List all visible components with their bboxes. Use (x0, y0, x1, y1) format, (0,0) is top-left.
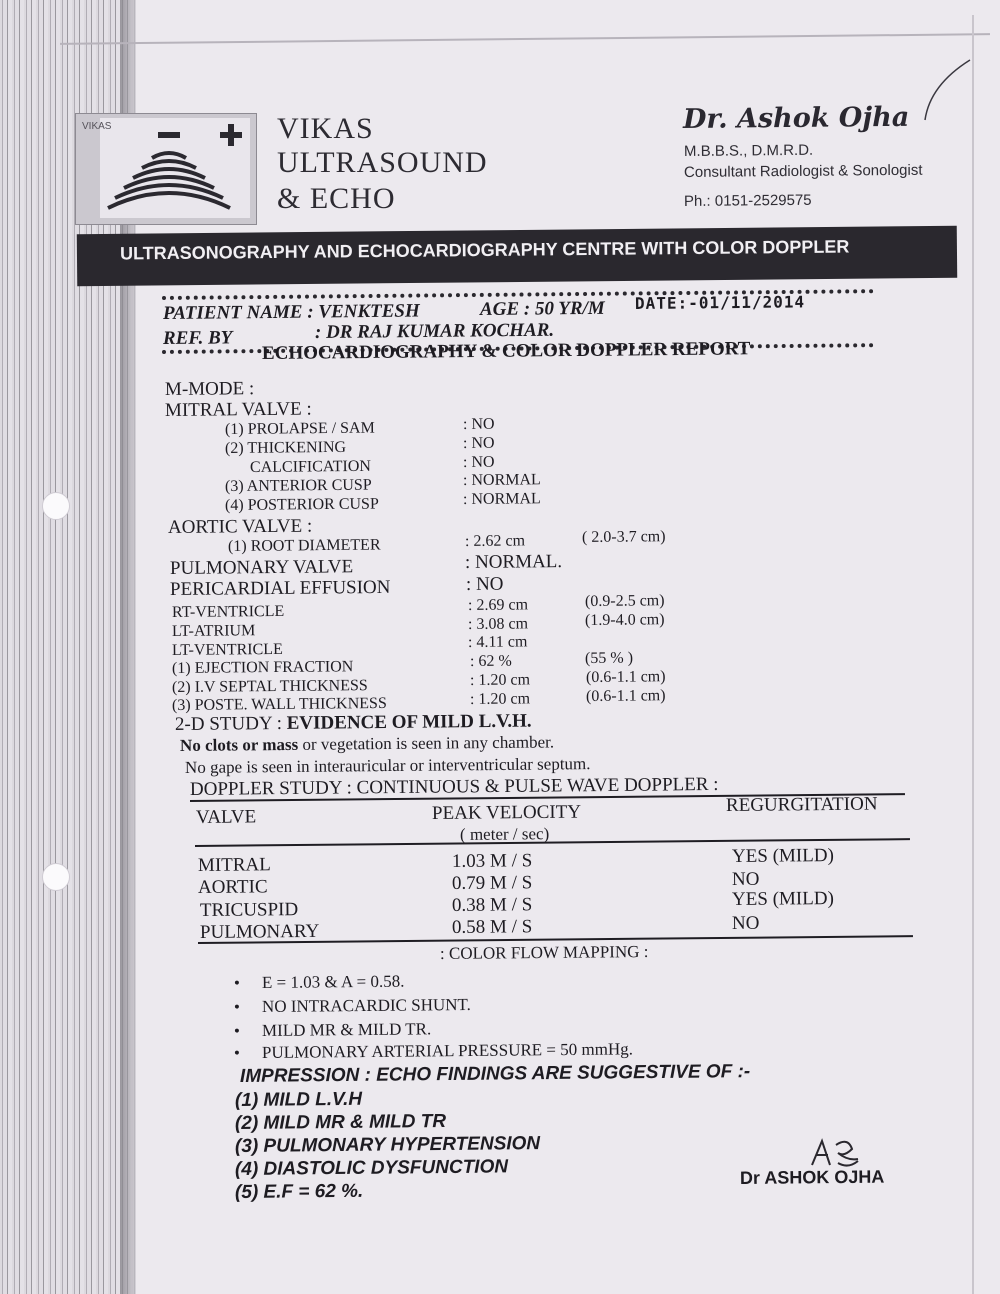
patient-age: AGE : 50 YR/M (479, 297, 605, 320)
study-2d-line-1 (180, 732, 554, 756)
color-flow-item: • NO INTRACARDIC SHUNT. (262, 995, 471, 1017)
impression-item: (5) E.F = 62 %. (234, 1180, 364, 1203)
pericardial-effusion-label: PERICARDIAL EFFUSION (169, 576, 391, 600)
color-flow-item: • E = 1.03 & A = 0.58. (262, 972, 405, 993)
doppler-regurgitation: NO (731, 912, 760, 934)
doppler-valve: AORTIC (197, 876, 268, 898)
ref-label: REF. BY (162, 327, 233, 349)
measurement-label: (3) POSTE. WALL THICKNESS (171, 694, 387, 714)
root-diameter-label: (1) ROOT DIAMETER (227, 536, 381, 555)
punch-hole-bottom (42, 863, 70, 891)
mitral-row-label: (3) ANTERIOR CUSP (224, 476, 372, 495)
page-top-edge (60, 33, 990, 45)
measurement-range: (55 % ) (584, 649, 634, 667)
doppler-valve: PULMONARY (199, 920, 320, 943)
doppler-regurgitation: NO (731, 868, 760, 890)
mitral-row-value: : NO (462, 434, 495, 452)
measurement-range: (0.6-1.1 cm) (585, 668, 666, 686)
col-header-valve: VALVE (195, 806, 257, 828)
mitral-row-value: : NORMAL (462, 490, 541, 508)
report-date: DATE:-01/11/2014 (634, 292, 806, 313)
measurement-range: (1.9-4.0 cm) (584, 611, 665, 629)
color-flow-item: • MILD MR & MILD TR. (262, 1019, 431, 1041)
mitral-row-value: : NO (462, 453, 495, 471)
root-diameter-range: ( 2.0-3.7 cm) (581, 528, 666, 546)
doppler-velocity: 0.38 M / S (451, 894, 533, 916)
study-2d-line-1-bold: No clots or mass (179, 734, 299, 755)
impression-heading: IMPRESSION : ECHO FINDINGS ARE SUGGESTIVE OF :- (239, 1061, 751, 1087)
color-flow-heading: : COLOR FLOW MAPPING : (439, 941, 649, 963)
logo-text: VIKAS (82, 121, 112, 132)
doppler-velocity: 0.58 M / S (451, 916, 533, 938)
mitral-row-value: : NORMAL (462, 471, 541, 489)
study-2d-label: 2-D STUDY : (174, 712, 287, 735)
doppler-valve: TRICUSPID (199, 899, 299, 921)
measurement-label: (1) EJECTION FRACTION (171, 658, 354, 677)
measurement-value: : 62 % (469, 652, 512, 670)
brand-line-2: ULTRASOUND (277, 146, 488, 179)
ultrasound-wave-icon (100, 118, 250, 218)
measurement-value: : 1.20 cm (469, 671, 531, 689)
measurement-range: (0.9-2.5 cm) (584, 592, 665, 610)
measurement-value: : 3.08 cm (467, 615, 529, 633)
mitral-row-label: CALCIFICATION (249, 457, 371, 476)
doppler-valve: MITRAL (197, 854, 271, 876)
mitral-row-label: (4) POSTERIOR CUSP (224, 495, 379, 514)
aortic-valve-heading: AORTIC VALVE : (167, 515, 313, 538)
study-2d-line-2: No gape is seen in interauricular or interventricular septum. (184, 754, 591, 777)
page-right-edge (972, 15, 974, 1294)
color-flow-item: • PULMONARY ARTERIAL PRESSURE = 50 mmHg. (262, 1039, 633, 1063)
impression-item: (1) MILD L.V.H (234, 1088, 363, 1111)
pen-mark (915, 55, 975, 125)
col-header-velocity: PEAK VELOCITY (431, 801, 582, 824)
report-title: ECHOCARDIOGRAPHY & COLOR DOPPLER REPORT (261, 338, 751, 364)
punch-hole-top (42, 492, 70, 520)
doppler-heading: DOPPLER STUDY : CONTINUOUS & PULSE WAVE DOPPLER : (189, 773, 719, 800)
impression-item: (4) DIASTOLIC DYSFUNCTION (234, 1156, 509, 1180)
doctor-name: Dr. Ashok Ojha (682, 101, 910, 135)
col-header-velocity-unit: ( meter / sec) (459, 824, 550, 844)
study-2d-line-1-rest: or vegetation is seen in any chamber. (298, 732, 555, 754)
root-diameter-value: : 2.62 cm (464, 532, 526, 550)
mmode-heading: M-MODE : (164, 378, 255, 400)
mitral-row-label: (2) THICKENING (224, 438, 347, 457)
ref-doctor: : DR RAJ KUMAR KOCHAR. (314, 319, 555, 343)
pulmonary-valve-value: : NORMAL. (464, 551, 563, 573)
col-header-regurgitation: REGURGITATION (725, 793, 878, 816)
measurement-value: : 1.20 cm (469, 690, 531, 708)
mitral-valve-heading: MITRAL VALVE : (164, 398, 312, 421)
signatory-name: Dr ASHOK OJHA (739, 1166, 885, 1188)
doppler-regurgitation: YES (MILD) (731, 888, 834, 910)
study-2d-finding: EVIDENCE OF MILD L.V.H. (286, 710, 532, 734)
clinic-phone: Ph.: 0151-2529575 (683, 191, 812, 210)
measurement-label: RT-VENTRICLE (171, 602, 285, 621)
impression-item: (3) PULMONARY HYPERTENSION (234, 1133, 541, 1157)
measurement-range: (0.6-1.1 cm) (585, 687, 666, 705)
doppler-velocity: 0.79 M / S (451, 872, 533, 894)
signature-mark (808, 1135, 863, 1169)
impression-item: (2) MILD MR & MILD TR (234, 1110, 447, 1134)
pulmonary-valve-label: PULMONARY VALVE (169, 556, 354, 579)
measurement-label: LT-VENTRICLE (171, 640, 283, 659)
pericardial-effusion-value: : NO (465, 573, 504, 595)
doctor-designation: Consultant Radiologist & Sonologist (683, 161, 923, 181)
brand-line-1: VIKAS (277, 112, 374, 145)
doctor-qualification: M.B.B.S., D.M.R.D. (683, 141, 814, 160)
banner-text: ULTRASONOGRAPHY AND ECHOCARDIOGRAPHY CENTRE WITH COLOR DOPPLER (119, 236, 850, 264)
measurement-value: : 4.11 cm (467, 633, 528, 651)
mitral-row-value: : NO (462, 415, 495, 433)
measurement-label: (2) I.V SEPTAL THICKNESS (171, 677, 368, 696)
mitral-row-label: (1) PROLAPSE / SAM (224, 419, 375, 438)
measurement-value: : 2.69 cm (467, 596, 529, 614)
doppler-velocity: 1.03 M / S (451, 850, 533, 872)
doppler-regurgitation: YES (MILD) (731, 845, 834, 867)
patient-name: PATIENT NAME : VENKTESH (162, 300, 420, 324)
measurement-label: LT-ATRIUM (171, 622, 256, 640)
brand-line-3: & ECHO (277, 182, 396, 215)
